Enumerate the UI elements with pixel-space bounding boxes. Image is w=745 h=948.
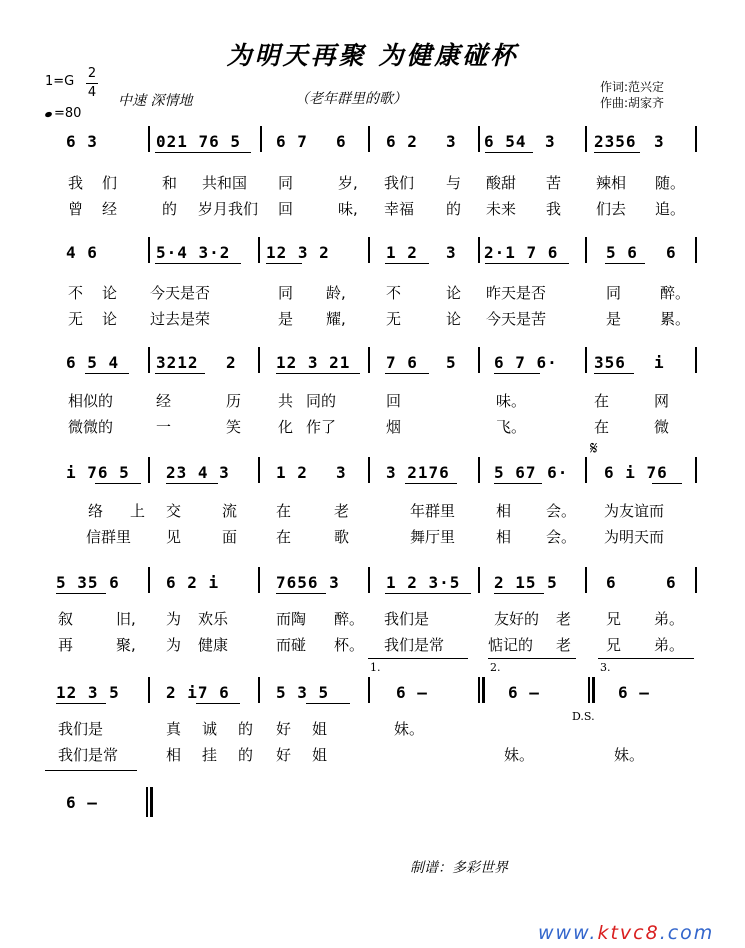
score-text: 共 bbox=[278, 392, 294, 410]
bar-line bbox=[478, 237, 480, 263]
score-text: 回 bbox=[386, 392, 402, 410]
score-text: 2·1 7 6 bbox=[484, 243, 559, 262]
score-text: 年群里 bbox=[410, 502, 456, 520]
volta-3: 3. bbox=[600, 661, 611, 674]
notes-r1-m2: 021 76 5 bbox=[156, 132, 242, 151]
score-text: 3212 bbox=[156, 353, 199, 372]
score-text: 微 bbox=[654, 418, 670, 436]
score-text: 的 bbox=[238, 720, 254, 738]
score-text: 我们是常 bbox=[58, 746, 119, 764]
score-text: 在 bbox=[276, 502, 292, 520]
score-text: 而碰 bbox=[276, 636, 307, 654]
beam-line bbox=[485, 152, 533, 153]
score-text: 的 bbox=[446, 200, 462, 218]
score-text: 是 bbox=[606, 310, 622, 328]
score-text: 挂 bbox=[202, 746, 218, 764]
score-text: 6 bbox=[666, 243, 677, 262]
score-text: 相 bbox=[496, 502, 512, 520]
score-text: 5 bbox=[446, 353, 457, 372]
score-text: 妹。 bbox=[614, 746, 645, 764]
notes-r1-m6b: 3 bbox=[654, 132, 665, 151]
beam-line bbox=[598, 658, 694, 659]
bar-line bbox=[588, 677, 590, 703]
quarter-note-icon bbox=[44, 111, 52, 118]
score-text: 无 bbox=[68, 310, 84, 328]
site-watermark[interactable] bbox=[538, 922, 714, 944]
beam-line bbox=[276, 373, 360, 374]
beam-line bbox=[605, 263, 645, 264]
score-text: 12 3 2 bbox=[266, 243, 330, 262]
score-text: 3 bbox=[446, 243, 457, 262]
volta-2: 2. bbox=[490, 661, 501, 674]
score-text: 相 bbox=[496, 528, 512, 546]
score-text: 见 bbox=[166, 528, 182, 546]
beam-line bbox=[594, 152, 640, 153]
score-text: 1 2 bbox=[386, 243, 418, 262]
score-text: 叙 bbox=[58, 610, 74, 628]
score-text: 3 2176 bbox=[386, 463, 450, 482]
score-text: 面 bbox=[222, 528, 238, 546]
expression-mark: 中速 深情地 bbox=[118, 93, 193, 109]
score-text: 23 4 3 bbox=[166, 463, 230, 482]
score-text: 1 2 bbox=[276, 463, 308, 482]
score-text: 我 bbox=[68, 174, 84, 192]
bar-line bbox=[482, 677, 485, 703]
score-text: .com bbox=[659, 922, 715, 944]
score-text: 相似的 bbox=[68, 392, 114, 410]
score-text: 为 bbox=[166, 636, 182, 654]
score-text: 欢乐 bbox=[198, 610, 229, 628]
beam-line bbox=[56, 703, 106, 704]
score-text: 论 bbox=[446, 284, 462, 302]
bar-line bbox=[478, 457, 480, 483]
bar-line bbox=[368, 237, 370, 263]
score-text: 弟。 bbox=[654, 636, 685, 654]
score-text: 5·4 3·2 bbox=[156, 243, 231, 262]
score-text: 6 5 4 bbox=[66, 353, 120, 372]
bar-line bbox=[258, 457, 260, 483]
score-text: 1 2 3·5 bbox=[386, 573, 461, 592]
score-text: 在 bbox=[594, 392, 610, 410]
score-text: 12 3 21 bbox=[276, 353, 351, 372]
score-text: 3 bbox=[336, 463, 347, 482]
score-text: 络 bbox=[88, 502, 104, 520]
score-text: 妹。 bbox=[394, 720, 425, 738]
beam-line bbox=[485, 263, 569, 264]
score-text: www. bbox=[538, 922, 598, 944]
score-text: 化 bbox=[278, 418, 294, 436]
beam-line bbox=[266, 263, 302, 264]
score-text: 会。 bbox=[546, 502, 577, 520]
score-text: =80 bbox=[54, 106, 82, 121]
beam-line bbox=[594, 373, 634, 374]
score-text: 烟 bbox=[386, 418, 402, 436]
volta-1: 1. bbox=[370, 661, 381, 674]
bar-line bbox=[585, 237, 587, 263]
score-text: 醉。 bbox=[660, 284, 691, 302]
score-text: 不 bbox=[386, 284, 402, 302]
bar-line bbox=[585, 347, 587, 373]
score-text: 笑 bbox=[226, 418, 242, 436]
beam-line bbox=[385, 373, 429, 374]
score-text: 好 bbox=[276, 746, 292, 764]
beam-line bbox=[488, 658, 576, 659]
score-text: 我们是 bbox=[384, 610, 430, 628]
bar-line bbox=[148, 567, 150, 593]
score-text: 好 bbox=[276, 720, 292, 738]
score-text: 为明天而 bbox=[604, 528, 665, 546]
score-text: 作了 bbox=[306, 418, 337, 436]
score-text: 再 bbox=[58, 636, 74, 654]
score-text: i 76 5 bbox=[66, 463, 130, 482]
score-text: 杯。 bbox=[334, 636, 365, 654]
bar-line bbox=[478, 677, 480, 703]
bar-line bbox=[148, 126, 150, 152]
score-text: 12 3 5 bbox=[56, 683, 120, 702]
score-text: ktvc8 bbox=[597, 922, 660, 944]
score-text: 回 bbox=[278, 200, 294, 218]
score-text: 6 bbox=[606, 573, 617, 592]
score-text: 信群里 bbox=[86, 528, 132, 546]
score-text: 老 bbox=[556, 636, 572, 654]
score-text: 论 bbox=[446, 310, 462, 328]
song-title: 为明天再聚 为健康碰杯 bbox=[226, 41, 519, 70]
score-text: 味, bbox=[338, 200, 358, 218]
lyricist-credit: 作词:范兴定 bbox=[600, 80, 665, 94]
score-text: 真 bbox=[166, 720, 182, 738]
bar-line bbox=[368, 347, 370, 373]
score-text: 经 bbox=[156, 392, 172, 410]
segno-icon: 𝄋 bbox=[590, 438, 598, 459]
bar-line bbox=[478, 126, 480, 152]
score-text: 论 bbox=[102, 310, 118, 328]
score-text: 与 bbox=[446, 174, 462, 192]
notes-r1-m6: 2356 bbox=[594, 132, 637, 151]
score-text: 今天是苦 bbox=[486, 310, 547, 328]
score-text: 微微的 bbox=[68, 418, 114, 436]
beam-line bbox=[385, 263, 429, 264]
score-text: 为友谊而 bbox=[604, 502, 665, 520]
score-text: 4 6 bbox=[66, 243, 98, 262]
score-text: 在 bbox=[276, 528, 292, 546]
score-text: 过去是荣 bbox=[150, 310, 211, 328]
score-text: 苦 bbox=[546, 174, 562, 192]
score-text: 一 bbox=[156, 418, 172, 436]
score-text: 网 bbox=[654, 392, 670, 410]
score-text: 飞。 bbox=[496, 418, 527, 436]
notes-r1-m5b: 3 bbox=[545, 132, 556, 151]
notes-r1-m4b: 3 bbox=[446, 132, 457, 151]
score-text: 的 bbox=[162, 200, 178, 218]
notes-r1-m3b: 6 bbox=[336, 132, 347, 151]
score-text: 歌 bbox=[334, 528, 350, 546]
score-text: 为 bbox=[166, 610, 182, 628]
score-text: 6 bbox=[666, 573, 677, 592]
score-text: 惦记的 bbox=[488, 636, 534, 654]
score-text: 是 bbox=[278, 310, 294, 328]
score-text: 2 bbox=[226, 353, 237, 372]
bar-line bbox=[258, 347, 260, 373]
time-bottom: 4 bbox=[87, 85, 97, 100]
bar-line bbox=[478, 347, 480, 373]
score-text: 健康 bbox=[198, 636, 229, 654]
bar-line bbox=[368, 126, 370, 152]
bar-line bbox=[585, 126, 587, 152]
score-text: 兄 bbox=[606, 610, 622, 628]
score-text: 聚, bbox=[116, 636, 136, 654]
score-text: 356 bbox=[594, 353, 626, 372]
score-text: 岁月我们 bbox=[198, 200, 259, 218]
key-signature: 1=G bbox=[45, 74, 75, 89]
score-text: 6 – bbox=[618, 683, 650, 702]
score-text: 曾 bbox=[68, 200, 84, 218]
beam-line bbox=[45, 770, 137, 771]
beam-line bbox=[385, 593, 471, 594]
score-text: 我们 bbox=[384, 174, 415, 192]
score-text: i bbox=[654, 353, 665, 372]
bar-line bbox=[368, 567, 370, 593]
notes-r1-m3: 6 7 bbox=[276, 132, 308, 151]
score-text: 6 – bbox=[396, 683, 428, 702]
score-text: 而陶 bbox=[276, 610, 307, 628]
score-text: 经 bbox=[102, 200, 118, 218]
bar-line bbox=[148, 677, 150, 703]
score-text: 随。 bbox=[655, 174, 686, 192]
score-text: 追。 bbox=[655, 200, 686, 218]
beam-line bbox=[85, 373, 129, 374]
beam-line bbox=[95, 483, 141, 484]
score-text: 我 bbox=[546, 200, 562, 218]
composer-credit: 作曲:胡家齐 bbox=[600, 96, 665, 110]
bar-line bbox=[148, 347, 150, 373]
score-text: 酸甜 bbox=[486, 174, 517, 192]
score-text: 幸福 bbox=[384, 200, 415, 218]
notes-r1-m5: 6 54 bbox=[484, 132, 527, 151]
bar-line bbox=[258, 677, 260, 703]
score-text: 昨天是否 bbox=[486, 284, 547, 302]
score-text: 累。 bbox=[660, 310, 691, 328]
score-text: 我们是 bbox=[58, 720, 104, 738]
score-text: 7 6 bbox=[386, 353, 418, 372]
bar-line bbox=[146, 787, 148, 817]
bar-line bbox=[368, 677, 370, 703]
bar-line bbox=[260, 126, 262, 152]
bar-line bbox=[585, 457, 587, 483]
bar-line bbox=[150, 787, 153, 817]
beam-line bbox=[276, 593, 326, 594]
beam-line bbox=[494, 373, 540, 374]
notes-r1-m4: 6 2 bbox=[386, 132, 418, 151]
beam-line bbox=[494, 483, 542, 484]
score-text: 味。 bbox=[496, 392, 527, 410]
score-text: 同 bbox=[606, 284, 622, 302]
score-text: 今天是否 bbox=[150, 284, 211, 302]
score-text: 6 2 i bbox=[166, 573, 220, 592]
score-text: 5 35 6 bbox=[56, 573, 120, 592]
bar-line bbox=[695, 126, 697, 152]
score-text: 妹。 bbox=[504, 746, 535, 764]
beam-line bbox=[494, 593, 544, 594]
score-text: 姐 bbox=[312, 746, 328, 764]
bar-line bbox=[695, 237, 697, 263]
score-text: 耀, bbox=[326, 310, 346, 328]
bar-line bbox=[592, 677, 595, 703]
score-text: 会。 bbox=[546, 528, 577, 546]
score-text: 友好的 bbox=[494, 610, 540, 628]
score-text: 相 bbox=[166, 746, 182, 764]
bar-line bbox=[258, 567, 260, 593]
score-text: 和 bbox=[162, 174, 178, 192]
score-text: 我们是常 bbox=[384, 636, 445, 654]
score-text: 弟。 bbox=[654, 610, 685, 628]
beam-line bbox=[155, 152, 251, 153]
score-text: 6 7 6· bbox=[494, 353, 558, 372]
score-text: 上 bbox=[130, 502, 146, 520]
bar-line bbox=[148, 237, 150, 263]
time-signature bbox=[86, 66, 98, 101]
score-text: 5 3 5 bbox=[276, 683, 330, 702]
score-text: 诚 bbox=[202, 720, 218, 738]
score-text: 不 bbox=[68, 284, 84, 302]
bar-line bbox=[148, 457, 150, 483]
score-text: 龄, bbox=[326, 284, 346, 302]
score-text: 醉。 bbox=[334, 610, 365, 628]
score-text: 岁, bbox=[338, 174, 358, 192]
bar-line bbox=[695, 347, 697, 373]
beam-line bbox=[196, 703, 240, 704]
score-text: 舞厅里 bbox=[410, 528, 456, 546]
score-text: 们 bbox=[102, 174, 118, 192]
bar-line bbox=[695, 567, 697, 593]
score-text: 共和国 bbox=[202, 174, 248, 192]
score-text: 的 bbox=[238, 746, 254, 764]
score-text: 2 15 5 bbox=[494, 573, 558, 592]
score-text: 老 bbox=[556, 610, 572, 628]
score-text: 交 bbox=[166, 502, 182, 520]
score-text: 6 i 76 bbox=[604, 463, 668, 482]
bar-line bbox=[478, 567, 480, 593]
score-text: 5 6 bbox=[606, 243, 638, 262]
beam-line bbox=[306, 703, 350, 704]
score-text: 2 i7 6 bbox=[166, 683, 230, 702]
score-text: 姐 bbox=[312, 720, 328, 738]
score-text: 论 bbox=[102, 284, 118, 302]
score-text: 6 – bbox=[66, 793, 98, 812]
score-text: 同的 bbox=[306, 392, 337, 410]
score-text: 兄 bbox=[606, 636, 622, 654]
bar-line bbox=[585, 567, 587, 593]
notes-r1-m1: 6 3 bbox=[66, 132, 98, 151]
score-text: 同 bbox=[278, 174, 294, 192]
beam-line bbox=[155, 263, 241, 264]
score-text: 未来 bbox=[486, 200, 517, 218]
beam-line bbox=[368, 658, 468, 659]
song-subtitle: （老年群里的歌） bbox=[295, 91, 407, 107]
score-text: 老 bbox=[334, 502, 350, 520]
score-maker: 制谱：多彩世界 bbox=[410, 860, 508, 876]
bar-line bbox=[258, 237, 260, 263]
bar-line bbox=[368, 457, 370, 483]
tempo-mark bbox=[45, 106, 81, 121]
ds-mark: D.S. bbox=[572, 710, 595, 723]
score-text: 无 bbox=[386, 310, 402, 328]
bar-line bbox=[695, 457, 697, 483]
score-text: 7656 3 bbox=[276, 573, 340, 592]
score-text: 辣相 bbox=[596, 174, 627, 192]
score-text: 6 – bbox=[508, 683, 540, 702]
beam-line bbox=[155, 373, 205, 374]
score-text: 在 bbox=[594, 418, 610, 436]
time-top: 2 bbox=[87, 66, 97, 81]
score-text: 流 bbox=[222, 502, 238, 520]
score-text: 5 67 6· bbox=[494, 463, 569, 482]
beam-line bbox=[166, 483, 218, 484]
score-text: 们去 bbox=[596, 200, 627, 218]
beam-line bbox=[56, 593, 106, 594]
score-text: 旧, bbox=[116, 610, 136, 628]
score-text: 历 bbox=[226, 392, 242, 410]
beam-line bbox=[405, 483, 457, 484]
score-text: 同 bbox=[278, 284, 294, 302]
beam-line bbox=[652, 483, 682, 484]
